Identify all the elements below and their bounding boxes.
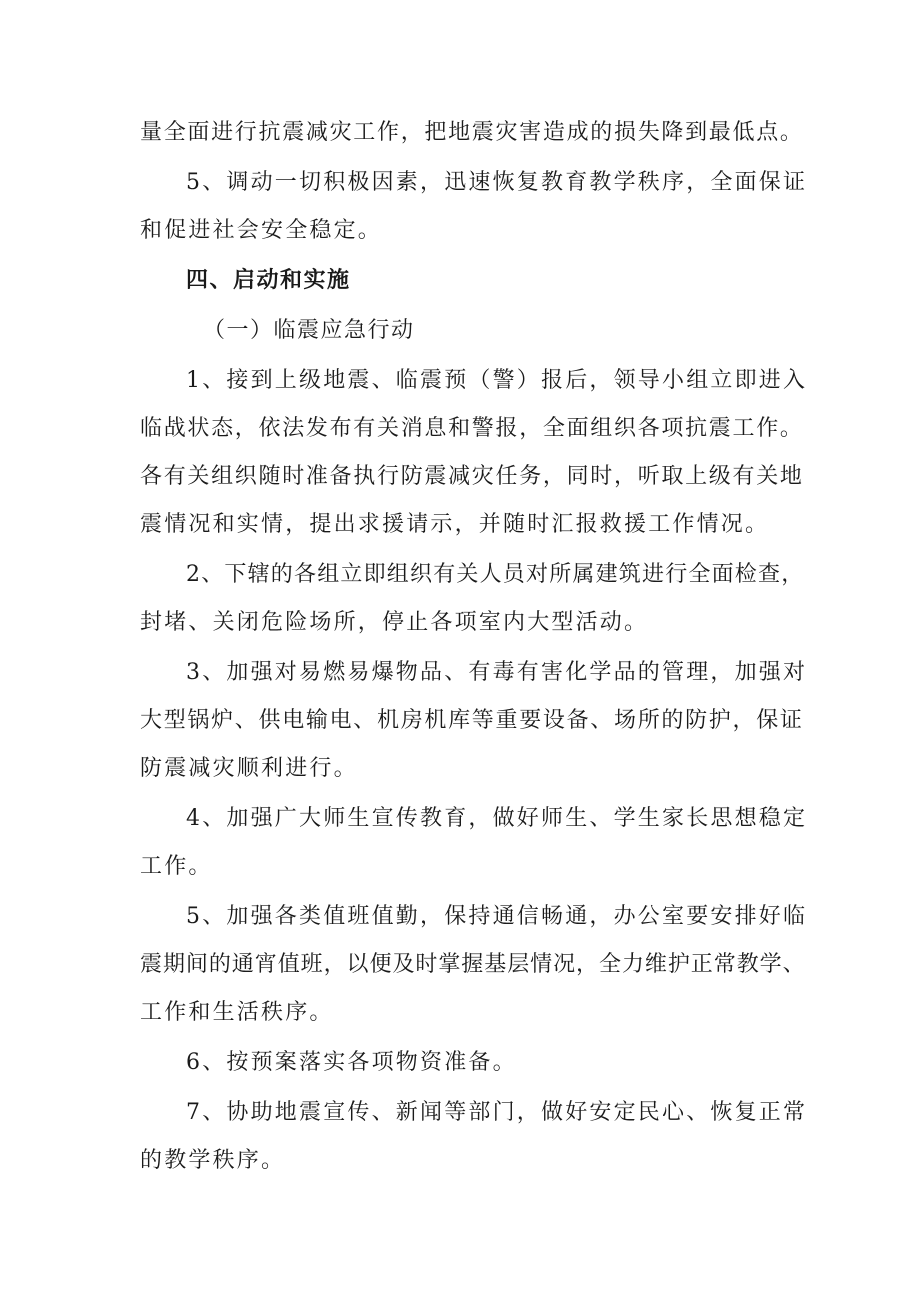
paragraph-line: 3、加强对易燃易爆物品、有毒有害化学品的管理，加强对 bbox=[186, 660, 808, 685]
paragraph-line: 7、协助地震宣传、新闻等部门，做好安定民心、恢复正常 bbox=[186, 1100, 808, 1125]
paragraph-line: 量全面进行抗震减灾工作，把地震灾害造成的损失降到最低点。 bbox=[140, 120, 804, 145]
paragraph-line: 震期间的通宵值班，以便及时掌握基层情况，全力维护正常教学、 bbox=[140, 952, 806, 977]
paragraph-line: 震情况和实情，提出求援请示，并随时汇报救援工作情况。 bbox=[140, 512, 770, 537]
paragraph-line: 2、下辖的各组立即组织有关人员对所属建筑进行全面检查， bbox=[186, 562, 805, 587]
paragraph-line: 4、加强广大师生宣传教育，做好师生、学生家长思想稳定 bbox=[186, 806, 808, 831]
paragraph-line: 和促进社会安全稳定。 bbox=[140, 218, 383, 243]
paragraph-line: 各有关组织随时准备执行防震减灾任务，同时，听取上级有关地 bbox=[140, 464, 804, 489]
paragraph-line: 工作和生活秩序。 bbox=[140, 1000, 334, 1025]
paragraph-line: 1、接到上级地震、临震预（警）报后，领导小组立即进入 bbox=[186, 368, 808, 393]
paragraph-line: 临战状态，依法发布有关消息和警报，全面组织各项抗震工作。 bbox=[140, 416, 804, 441]
paragraph-line: 5、加强各类值班值勤，保持通信畅通，办公室要安排好临 bbox=[186, 904, 808, 929]
subsection-heading: （一）临震应急行动 bbox=[203, 318, 415, 343]
section-heading: 四、启动和实施 bbox=[186, 268, 351, 293]
paragraph-line: 工作。 bbox=[140, 854, 213, 879]
paragraph-line: 5、调动一切积极因素，迅速恢复教育教学秩序，全面保证 bbox=[186, 170, 808, 195]
paragraph-line: 封堵、关闭危险场所，停止各项室内大型活动。 bbox=[140, 610, 649, 635]
paragraph-line: 的教学秩序。 bbox=[140, 1148, 286, 1173]
paragraph-line: 6、按预案落实各项物资准备。 bbox=[186, 1050, 517, 1075]
paragraph-line: 防震减灾顺利进行。 bbox=[140, 756, 358, 781]
paragraph-line: 大型锅炉、供电输电、机房机库等重要设备、场所的防护，保证 bbox=[140, 708, 804, 733]
